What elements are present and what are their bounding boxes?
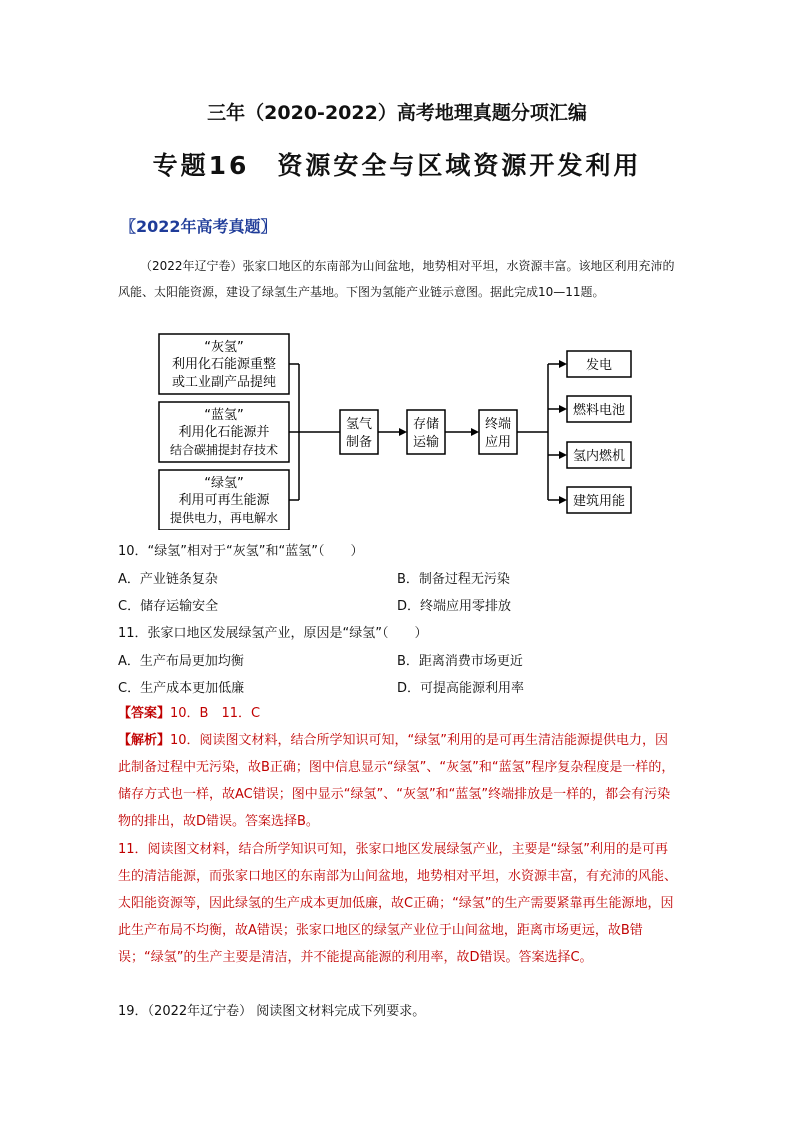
source-label: 利用可再生能源	[178, 493, 270, 508]
question-intro: （2022年辽宁卷）张家口地区的东南部为山间盆地，地势相对平坦，水资源丰富。该地区利用充沛的风能、太阳能资源，建设了绿氢生产基地。下图为氢能产业链示意图。据此完成10—11题。	[118, 259, 675, 299]
use-label: 氢内燃机	[572, 449, 626, 464]
source-box-grey	[159, 334, 289, 394]
chain-box-application	[479, 410, 517, 454]
topic-title: 专题16 资源安全与区域资源开发利用	[152, 151, 642, 180]
chain-label: 存储	[412, 417, 440, 432]
use-box-power	[567, 351, 631, 377]
source-box-green	[159, 470, 289, 530]
q10-option-d: D．终端应用零排放	[397, 599, 512, 614]
arrow-head	[471, 428, 479, 436]
source-label: 利用化石能源重整	[171, 357, 277, 372]
hydrogen-chain-diagram	[155, 330, 645, 530]
arrow-head	[399, 428, 407, 436]
question-11-stem: 11．张家口地区发展绿氢产业，原因是“绿氢”（ ）	[118, 626, 428, 641]
use-label: 建筑用能	[572, 494, 626, 509]
source-label: “灰氢”	[204, 340, 244, 355]
source-box-blue	[159, 402, 289, 462]
source-label: 利用化石能源并	[178, 425, 270, 440]
chain-label: 终端	[484, 417, 512, 432]
use-box-engine	[567, 442, 631, 468]
q10-option-a: A．产业链条复杂	[118, 572, 218, 587]
source-label: 提供电力，再电解水	[169, 511, 279, 525]
q10-option-b: B．制备过程无污染	[397, 572, 510, 587]
next-question: 19．（2022年辽宁卷） 阅读图文材料完成下列要求。	[118, 1004, 426, 1019]
q11-option-b: B．距离消费市场更近	[397, 654, 523, 669]
q11-option-c: C．生产成本更加低廉	[118, 681, 245, 696]
use-box-fuel-cell	[567, 396, 631, 422]
q10-option-c: C．储存运输安全	[118, 599, 219, 614]
analysis-label: 【解析】	[118, 733, 171, 748]
analysis-paragraph-1	[118, 727, 680, 835]
q11-option-a: A．生产布局更加均衡	[118, 654, 244, 669]
answer-line	[118, 700, 260, 727]
chain-label: 氢气	[345, 417, 373, 432]
chain-label: 应用	[484, 435, 512, 450]
q11-option-d: D．可提高能源利用率	[397, 681, 525, 696]
source-label: 或工业副产品提纯	[171, 375, 277, 390]
chain-box-storage	[407, 410, 445, 454]
analysis-paragraph-2: 11．阅读图文材料，结合所学知识可知，张家口地区发展绿氢产业，主要是“绿氢”利用的是可再生的清洁能源，而张家口地区的东南部为山间盆地，地势相对平坦，水资源丰富，有充沛的风能、太阳能资源等，因此绿氢的生产成本更加低廉，故C正确；“绿氢”的生产需要紧靠再生能源地，因此生产布局不均衡，故A错误；张家口地区的绿氢产业位于山间盆地，距离市场更远，故B错误；“绿氢”的生产主要是清洁，并不能提高能源的利用率，故D错误。答案选择C。	[118, 842, 678, 965]
use-box-building	[567, 487, 631, 513]
question-10-stem: 10．“绿氢”相对于“灰氢”和“蓝氢”（ ）	[118, 544, 364, 559]
answer-text: 10．B 11．C	[170, 706, 261, 721]
source-label: “绿氢”	[204, 476, 244, 491]
chain-label: 运输	[412, 435, 440, 450]
chain-box-production	[340, 410, 378, 454]
answer-label: 【答案】	[118, 706, 171, 721]
chain-label: 制备	[345, 435, 373, 450]
section-heading: 〖2022年高考真题〗	[120, 217, 277, 236]
series-title: 三年（2020-2022）高考地理真题分项汇编	[207, 102, 587, 124]
source-label: “蓝氢”	[204, 408, 244, 423]
analysis-text-10: 10．阅读图文材料，结合所学知识可知，“绿氢”利用的是可再生清洁能源提供电力，因此制备过程中无污染，故B正确；图中信息显示“绿氢”、“灰氢”和“蓝氢”程序复杂程度是一样的，储存方式也一样，故AC错误；图中显示“绿氢”、“灰氢”和“蓝氢”终端排放是一样的，都会有污染物的排出，故D错误。答案选择B。	[118, 733, 675, 829]
source-label: 结合碳捕提封存技术	[169, 443, 279, 457]
use-label: 发电	[585, 358, 613, 373]
use-label: 燃料电池	[572, 403, 626, 418]
